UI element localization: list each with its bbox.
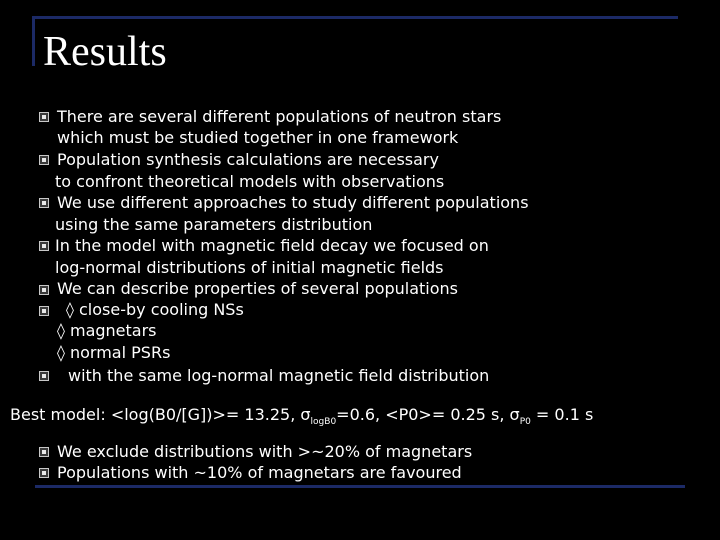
list-item: Populations with ~10% of magnetars are favoured <box>57 463 462 482</box>
list-item: In the model with magnetic field decay we focused on <box>55 236 489 255</box>
list-item: There are several different populations of neutron stars <box>57 107 502 126</box>
square-bullet-icon <box>39 285 49 295</box>
list-item: with the same log-normal magnetic field distribution <box>68 366 490 385</box>
best-model-sub-logb0: logB0 <box>310 417 337 428</box>
square-bullet-icon <box>39 241 49 251</box>
list-item-continuation: to confront theoretical models with observations <box>55 172 445 191</box>
square-bullet-icon <box>39 198 49 208</box>
best-model-line <box>10 404 593 433</box>
slide-title: Results <box>43 29 167 75</box>
square-bullet-icon <box>39 371 49 381</box>
best-model-part1: Best model: <log(B0/[G])>= 13.25, σ <box>10 405 311 424</box>
best-model-part3: = 0.1 s <box>530 405 594 424</box>
list-item: We use different approaches to study different populations <box>57 193 529 212</box>
square-bullet-icon <box>39 468 49 478</box>
list-item: Population synthesis calculations are necessary <box>57 150 439 169</box>
list-item: We exclude distributions with >~20% of magnetars <box>57 442 473 461</box>
list-item-continuation: log-normal distributions of initial magnetic fields <box>55 258 444 277</box>
sub-item-magnetars: ◊ magnetars <box>57 321 157 340</box>
square-bullet-icon <box>39 447 49 457</box>
square-bullet-icon <box>39 112 49 122</box>
square-bullet-icon <box>39 306 49 316</box>
frame-left-line <box>32 16 35 66</box>
list-item-continuation: using the same parameters distribution <box>55 215 373 234</box>
sub-item-close-by-cooling: ◊ close-by cooling NSs <box>66 300 244 319</box>
best-model-part2: =0.6, <P0>= 0.25 s, σ <box>336 405 520 424</box>
sub-item-normal-psrs: ◊ normal PSRs <box>57 343 171 362</box>
frame-top-line <box>32 16 678 19</box>
list-item: We can describe properties of several populations <box>57 279 459 298</box>
list-item-continuation: which must be studied together in one framework <box>57 128 459 147</box>
best-model-sub-p0: P0 <box>519 417 531 428</box>
square-bullet-icon <box>39 155 49 165</box>
frame-bottom-line <box>35 485 685 488</box>
